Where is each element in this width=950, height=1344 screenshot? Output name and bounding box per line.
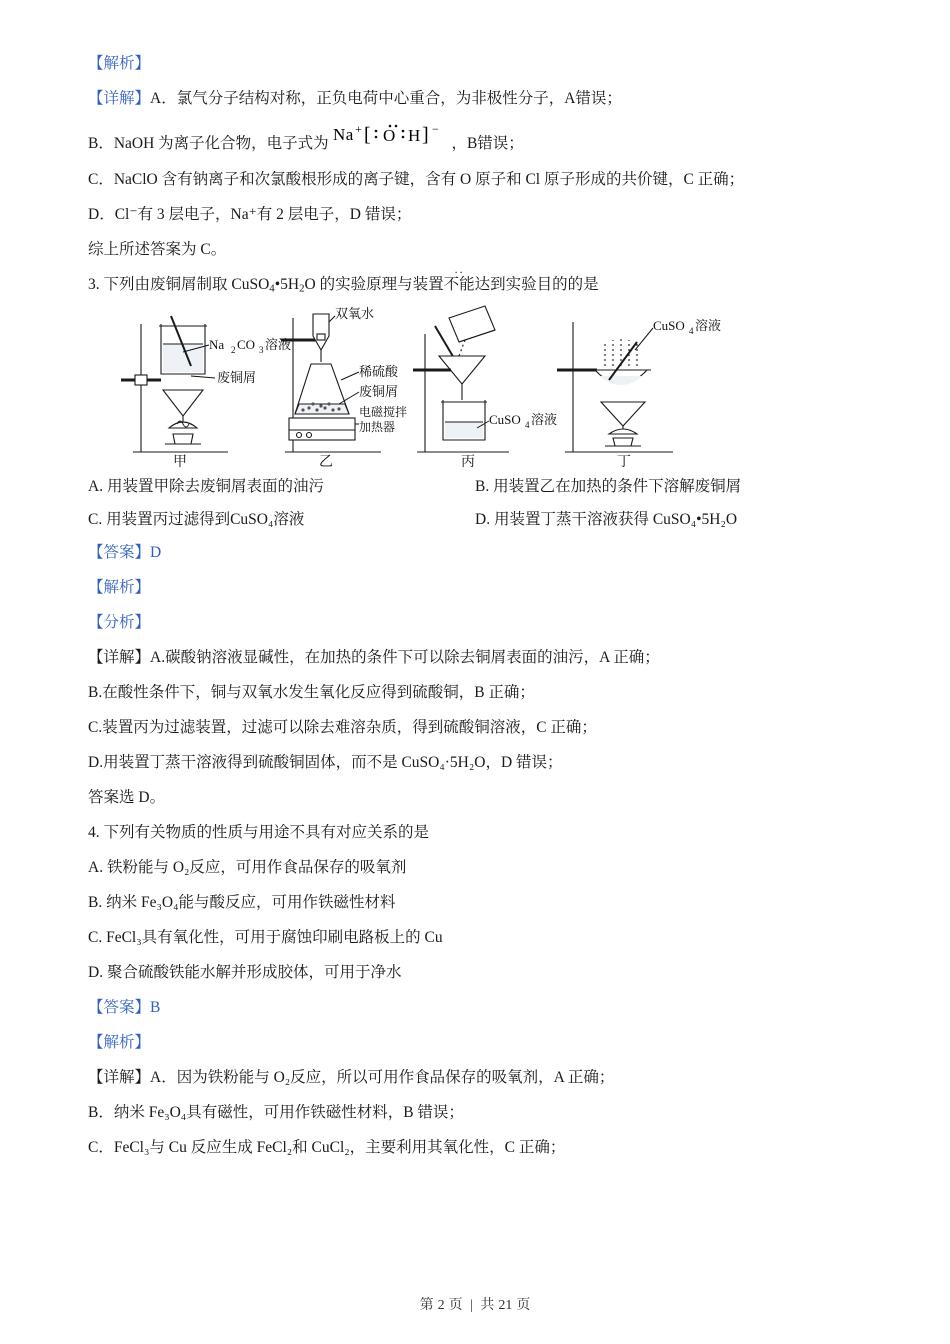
question-3-explanation-b: B.在酸性条件下，铜与双氧水发生氧化反应得到硫酸铜，B 正确； [88, 683, 535, 701]
option-4-c[interactable] [88, 926, 862, 950]
question-3-answer-label: 【答案】D [88, 543, 162, 561]
explanation-text-b-after: ，B错误； [451, 135, 524, 153]
label-cuso4-bing: CuSO [489, 411, 521, 427]
footer-page-mid: 页 [448, 1298, 463, 1313]
question-3-emphasis: 不能 ·· [444, 276, 475, 293]
question-3-number: 3. [88, 275, 100, 293]
explanation-text-a: A．氯气分子结构对称，正负电荷中心重合，为非极性分子，A错误； [150, 90, 622, 108]
question-3-stem-end: 达到实验目的的是 [474, 275, 599, 293]
explanation-line-d: D．Cl⁻有 3 层电子，Na⁺有 2 层电子，D 错误； [88, 205, 412, 223]
option-3-c-text: 用装置丙过滤得到CuSO₄溶液 [106, 510, 305, 528]
question-4-answer [88, 996, 862, 1020]
label-cuso4-ding: CuSO [653, 317, 685, 333]
question-3-analysis [88, 576, 862, 600]
explanation-line-c: C．NaClO 含有钠离子和次氯酸根形成的离子键，含有 O 原子和 Cl 原子形成的共价键，C 正确； [88, 170, 745, 188]
label-shuangyangshui: 双氧水 [335, 305, 375, 321]
svg-text:4: 4 [689, 325, 694, 336]
svg-text:加热器: 加热器 [359, 419, 396, 434]
svg-text:2: 2 [231, 344, 236, 355]
svg-text:乙: 乙 [319, 454, 333, 469]
svg-text:3: 3 [259, 344, 264, 355]
option-4-b-key: B. [88, 893, 103, 911]
question-4-answer-label: 【答案】B [88, 998, 161, 1016]
question-4-explanation-c: C．FeCl₃与 Cu 反应生成 FeCl₂和 CuCl₂，主要利用其氧化性，C 正确； [88, 1138, 566, 1156]
option-3-c[interactable] [88, 508, 475, 533]
apparatus-svg [113, 304, 803, 469]
lewis-structure-svg [333, 120, 448, 146]
option-3-d-key: D. [475, 510, 491, 528]
option-4-a[interactable] [88, 856, 862, 880]
analysis-tag [88, 52, 862, 76]
svg-text:溶液: 溶液 [695, 317, 722, 333]
label-na2co3: Na [209, 336, 225, 352]
svg-text:废铜屑: 废铜屑 [217, 369, 257, 385]
svg-text:O: O [382, 126, 396, 146]
svg-text:电磁搅拌: 电磁搅拌 [359, 404, 408, 419]
question-4-stem [88, 821, 862, 845]
question-4-analysis [88, 1031, 862, 1055]
option-4-a-key: A. [88, 858, 104, 876]
option-4-d[interactable] [88, 961, 862, 985]
question-3-stem-a: 下列由废铜屑制取 CuSO [103, 275, 270, 293]
option-4-a-text: 铁粉能与 O₂反应，可用作食品保存的吸氧剂 [106, 858, 407, 876]
explanation-text-b-before: B．NaOH 为离子化合物，电子式为 [88, 135, 329, 153]
explanation-summary: 综上所述答案为 C。 [88, 240, 227, 258]
question-3-stem-mid2: O 的实验原理与装置 [304, 275, 444, 293]
option-3-b-text: 用装置乙在加热的条件下溶解废铜屑 [493, 477, 742, 495]
question-3-explanation-a: 【详解】A.碳酸钠溶液显碱性，在加热的条件下可以除去铜屑表面的油污，A 正确； [88, 648, 660, 666]
footer-page-number: 2 [437, 1298, 445, 1313]
explanation-line-b [88, 122, 862, 157]
question-3-explanation-final: 答案选 D。 [88, 788, 166, 806]
question-3-answer [88, 541, 862, 565]
question-3-explanation-d: D.用装置丁蒸干溶液得到硫酸铜固体，而不是 CuSO₄·5H₂O，D 错误； [88, 753, 563, 771]
option-4-c-text: FeCl₃具有氧化性，可用于腐蚀印刷电路板上的 Cu [106, 928, 443, 946]
question-3-stem [88, 273, 862, 298]
option-3-a-key: A. [88, 477, 104, 495]
question-3-sub1: 4 [269, 282, 275, 295]
svg-text:甲: 甲 [173, 454, 187, 469]
question-3-analysis-sub-label: 【分析】 [88, 613, 151, 631]
question-3-analysis-label: 【解析】 [88, 578, 151, 596]
option-3-a-text: 用装置甲除去废铜屑表面的油污 [106, 477, 324, 495]
analysis-tag-label: 【解析】 [88, 55, 151, 72]
question-3-explanation-c: C.装置丙为过滤装置，过滤可以除去难溶杂质，得到硫酸铜溶液，C 正确； [88, 718, 597, 736]
svg-text:]: ] [421, 124, 429, 147]
svg-text:Na: Na [332, 125, 354, 145]
question-3-stem-mid: •5H [274, 275, 300, 293]
question-4-stem-text: 下列有关物质的性质与用途不具有对应关系的是 [103, 823, 430, 841]
option-4-b[interactable] [88, 891, 862, 915]
footer-separator: | [470, 1298, 473, 1313]
question-4-explanation-a: 【详解】A．因为铁粉能与 O₂反应，所以可用作食品保存的吸氧剂，A 正确； [88, 1068, 615, 1086]
question-3-analysis-sub [88, 611, 862, 635]
question-3-options [88, 475, 862, 541]
experiment-apparatus-figure [113, 304, 803, 469]
option-3-c-key: C. [88, 510, 103, 528]
footer-total: 21 [498, 1298, 513, 1313]
svg-text:丁: 丁 [617, 454, 631, 469]
option-3-d-text: 用装置丁蒸干溶液获得 CuSO₄•5H₂O [493, 510, 738, 528]
svg-text:CO: CO [237, 336, 256, 352]
option-4-c-key: C. [88, 928, 103, 946]
option-4-d-text: 聚合硫酸铁能水解并形成胶体，可用于净水 [106, 963, 402, 981]
footer-page-prefix: 第 [419, 1298, 434, 1313]
question-4-analysis-label: 【解析】 [88, 1033, 151, 1051]
svg-text:溶液: 溶液 [531, 411, 558, 427]
svg-text:+: + [354, 122, 362, 137]
option-3-b-key: B. [475, 477, 490, 495]
explanation-line-a [88, 87, 862, 111]
svg-text:丙: 丙 [461, 454, 475, 469]
svg-text:H: H [407, 126, 421, 146]
svg-text:稀硫酸: 稀硫酸 [359, 363, 399, 379]
question-4-number: 4. [88, 823, 100, 841]
lewis-structure-naoh [333, 120, 448, 155]
question-4-explanation-b: B．纳米 Fe₃O₄具有磁性，可用作铁磁性材料，B 错误； [88, 1103, 464, 1121]
detail-tag-label: 【详解】 [88, 90, 151, 108]
question-3-sub2: 2 [299, 282, 305, 295]
option-4-d-key: D. [88, 963, 104, 981]
svg-text:[: [ [363, 124, 371, 147]
option-3-a[interactable] [88, 475, 475, 500]
option-3-b[interactable] [475, 475, 862, 500]
svg-text:溶液: 溶液 [265, 336, 292, 352]
footer-total-prefix: 共 [480, 1298, 495, 1313]
page-footer [0, 1294, 950, 1314]
svg-text:废铜屑: 废铜屑 [359, 383, 399, 399]
svg-text:4: 4 [525, 419, 530, 430]
option-3-d[interactable] [475, 508, 862, 533]
svg-text:−: − [431, 122, 439, 137]
footer-total-suffix: 页 [516, 1298, 531, 1313]
option-4-b-text: 纳米 Fe₃O₄能与酸反应，可用作铁磁性材料 [106, 893, 396, 911]
